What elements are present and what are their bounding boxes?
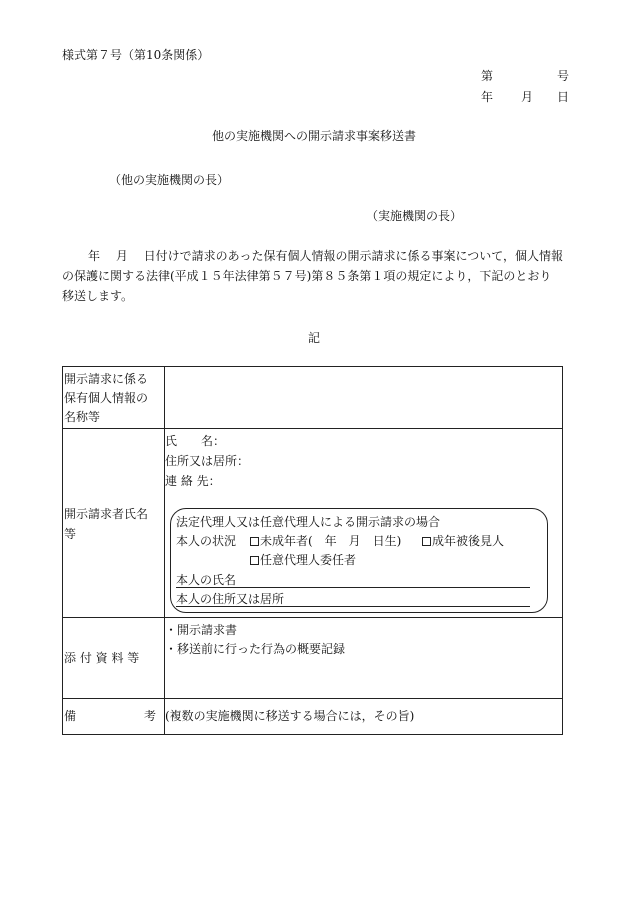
- principal-name-underline: [176, 587, 530, 588]
- document-number-prefix: 第: [481, 69, 494, 83]
- body-line-2: の保護に関する法律(平成１５年法律第５７号)第８５条第１項の規定により，下記のとおり: [62, 269, 552, 283]
- contact-field-label: 連 絡 先：: [165, 474, 221, 488]
- body-line-3: 移送します。: [62, 289, 134, 303]
- recipient-placeholder: （他の実施機関の長）: [109, 173, 230, 187]
- table-border-top: [62, 366, 562, 367]
- sender-placeholder: （実施機関の長）: [366, 209, 463, 223]
- row1-label-line: 保有個人情報の: [64, 391, 149, 405]
- name-field-label: 氏 名：: [165, 434, 226, 448]
- table-column-divider: [164, 366, 165, 734]
- document-title: 他の実施機関への開示請求事案移送書: [212, 129, 417, 143]
- form-label: 様式第７号（第10条関係）: [62, 48, 210, 62]
- attachment-item: ・移送前に行った行為の概要記録: [165, 642, 346, 656]
- agent-checkbox[interactable]: [250, 556, 259, 565]
- document-number-suffix: 号: [557, 69, 570, 83]
- agent-option-label: 任意代理人委任者: [260, 553, 357, 567]
- guardian-option: [422, 533, 504, 549]
- date-day-label: 日: [557, 90, 570, 104]
- body-line-1: 年 月 日付けで請求のあった保有個人情報の開示請求に係る事案について，個人情報: [88, 249, 564, 263]
- minor-checkbox[interactable]: [250, 537, 259, 546]
- date-month-label: 月: [521, 90, 534, 104]
- principal-address-label: 本人の住所又は居所: [176, 592, 285, 606]
- principal-name-label: 本人の氏名: [176, 573, 237, 587]
- guardian-checkbox[interactable]: [422, 537, 431, 546]
- attachment-item: ・開示請求書: [165, 623, 238, 637]
- table-border-left: [62, 366, 63, 734]
- table-divider-3: [62, 698, 562, 699]
- attachments-label: 添 付 資 料 等: [64, 651, 140, 665]
- remarks-note: (複数の実施機関に移送する場合には，その旨): [165, 709, 415, 723]
- principal-address-underline: [176, 606, 530, 607]
- table-divider-1: [62, 428, 562, 429]
- table-border-right: [562, 366, 563, 735]
- row1-label-line: 開示請求に係る: [64, 372, 149, 386]
- guardian-option-label: 成年被後見人: [432, 534, 505, 548]
- minor-option: [250, 533, 401, 549]
- row1-label-line: 名称等: [64, 410, 101, 424]
- remarks-label-left: 備: [64, 709, 77, 723]
- remarks-label-right: 考: [144, 709, 157, 723]
- principal-status-label: 本人の状況: [176, 534, 237, 548]
- requester-label: 開示請求者氏名: [64, 507, 149, 521]
- requester-label-cont: 等: [64, 527, 77, 541]
- ki-heading: 記: [308, 331, 321, 345]
- minor-option-label: 未成年者( 年 月 日生): [260, 534, 402, 548]
- address-field-label: 住所又は居所：: [165, 454, 250, 468]
- table-divider-2: [62, 617, 562, 618]
- row1-label: [64, 370, 148, 427]
- date-year-label: 年: [481, 90, 494, 104]
- proxy-title: 法定代理人又は任意代理人による開示請求の場合: [176, 515, 441, 529]
- table-border-bottom: [62, 734, 562, 735]
- agent-option: [250, 552, 356, 568]
